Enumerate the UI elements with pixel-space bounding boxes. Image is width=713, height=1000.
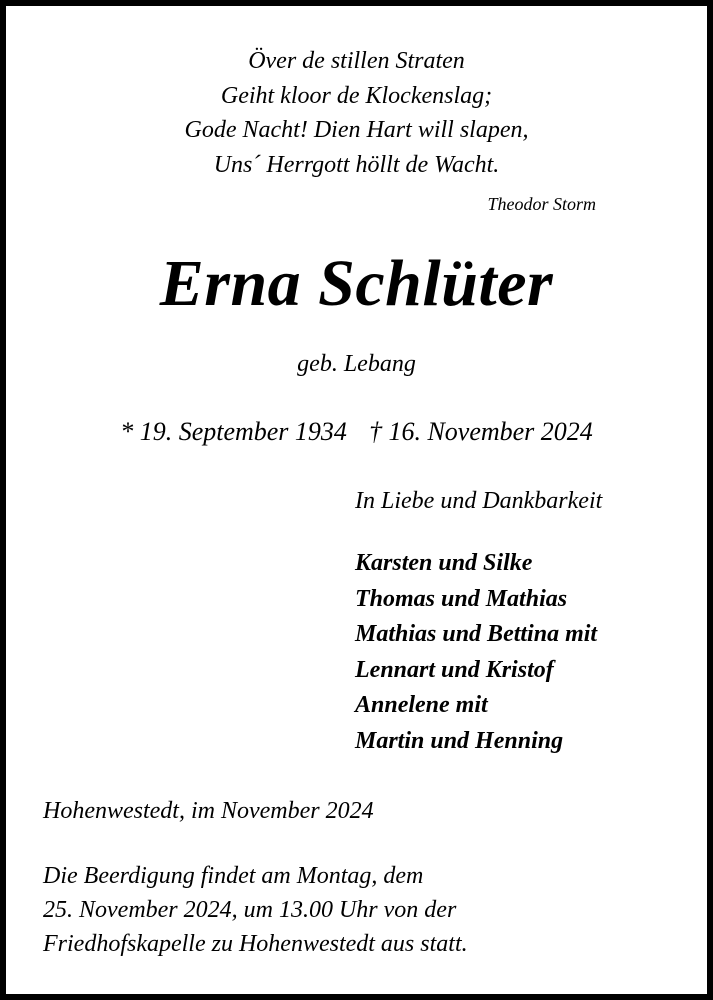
mourners-intro: In Liebe und Dankbarkeit [355, 488, 603, 514]
death-date: † 16. November 2024 [368, 417, 593, 446]
funeral-line: 25. November 2024, um 13.00 Uhr von der [43, 897, 457, 923]
poem [6, 44, 707, 182]
funeral-line: Friedhofskapelle zu Hohenwestedt aus statt. [43, 931, 468, 957]
maiden-name: geb. Lebang [297, 351, 416, 377]
mourner-name: Thomas und Mathias [355, 585, 568, 612]
funeral-line: Die Beerdigung findet am Montag, dem [43, 863, 424, 889]
poem-line: Över de stillen Straten [248, 48, 465, 74]
place-date: Hohenwestedt, im November 2024 [43, 798, 374, 824]
funeral-info [43, 859, 468, 961]
mourner-name: Mathias und Bettina mit [355, 621, 598, 647]
poem-line: Geiht kloor de Klockenslag; [220, 82, 493, 109]
mourner-name: Lennart und Kristof [355, 656, 554, 683]
life-dates [6, 417, 707, 447]
mourner-name: Karsten und Silke [355, 550, 533, 576]
deceased-name: Erna Schlüter [159, 247, 554, 320]
poem-author: Theodor Storm [487, 194, 596, 214]
poem-line: Gode Nacht! Dien Hart will slapen, [184, 117, 529, 143]
mourners-list [355, 546, 597, 759]
mourner-name: Martin und Henning [355, 727, 564, 754]
birth-date: * 19. September 1934 [120, 417, 347, 446]
poem-line: Uns´ Herrgott höllt de Wacht. [213, 151, 500, 178]
mourner-name: Annelene mit [355, 692, 488, 718]
